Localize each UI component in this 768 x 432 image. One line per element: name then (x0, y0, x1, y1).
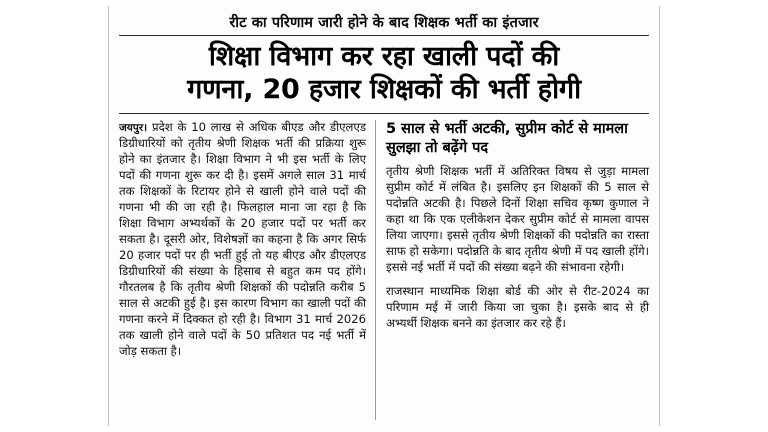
article-subheadline: 5 साल से भर्ती अटकी, सुप्रीम कोर्ट से मामला सुलझा तो बढ़ेंगे पद (386, 121, 628, 156)
left-margin (0, 0, 108, 432)
divider-below-headline (119, 113, 649, 114)
right-column-paragraph-1: तृतीय श्रेणी शिक्षक भर्ती में अतिरिक्त विषय से जुड़ा मामला सुप्रीम कोर्ट में लंबित है। इसलिए इन शिक्षकों की 5 साल से पदोन्नति अटकी है। पिछले दिनों शिक्षा सचिव कृष्ण कुणाल ने कहा था कि एक एलीकेशन देकर सुप्रीम कोर्ट से मामला वापस लिया जाएगा। इससे तृतीय श्रेणी शिक्षकों की पदोन्नति का रास्ता साफ हो सकेगा। पदोन्नति के बाद तृतीय श्रेणी में पद खाली होंगे। इससे नई भर्ती में पदों की संख्या बढ़ने की संभावना रहेगी। (386, 163, 649, 274)
article-headline (119, 41, 649, 107)
article-column-right (376, 120, 649, 420)
right-column-paragraph-2: राजस्थान माध्यमिक शिक्षा बोर्ड की ओर से रीट-2024 का परिणाम मई में जारी किया जा चुका है। इसके बाद से ही अभ्यर्थी शिक्षक बनने का इंतजार कर रहे हैं। (386, 283, 649, 330)
article-columns (119, 120, 649, 420)
article-clipping (108, 6, 660, 426)
divider-top (119, 35, 649, 36)
headline-line-1: शिक्षा विभाग कर रहा खाली पदों की (208, 41, 560, 73)
right-margin (660, 0, 768, 432)
article-column-left (119, 120, 376, 420)
headline-line-2: गणना, 20 हजार शिक्षकों की भर्ती होगी (187, 74, 581, 106)
dateline: जयपुर। (119, 122, 148, 134)
left-column-body (119, 120, 366, 360)
left-column-text: प्रदेश के 10 लाख से अधिक बीएड और डीएलएड डिग्रीधारियों को तृतीय श्रेणी शिक्षक भर्ती की प्रक्रिया शुरू होने का इंतजार है। शिक्षा विभाग ने भी इस भर्ती के लिए पदों की गणना शुरू कर दी है। इसमें अगले साल 31 मार्च तक शिक्षकों के रिटायर होने से खाली होने वाले पदों की गणना भी की जा रही है। फिलहाल माना जा रहा है कि शिक्षा विभाग अभ्यर्थकों के 20 हजार पदों पर भर्ती कर सकता है। दूसरी ओर, विशेषज्ञों का कहना है कि अगर सिर्फ 20 हजार पदों पर ही भर्ती हुई तो यह बीएड और डीएलएड डिग्रीधारियों की संख्या के हिसाब से बहुत कम पद होंगे। गौरतलब है कि तृतीय श्रेणी शिक्षकों की पदोन्नति करीब 5 साल से अटकी हुई है। इस कारण विभाग का खाली पदों की गणना करने में दिक्कत हो रही है। विभाग 31 मार्च 2026 तक खाली होने वाले पदों के 50 प्रतिशत पद नई भर्ती में जोड़ सकता है। (119, 120, 367, 358)
article-kicker: रीट का परिणाम जारी होने के बाद शिक्षक भर्ती का इंतजार (229, 15, 539, 31)
